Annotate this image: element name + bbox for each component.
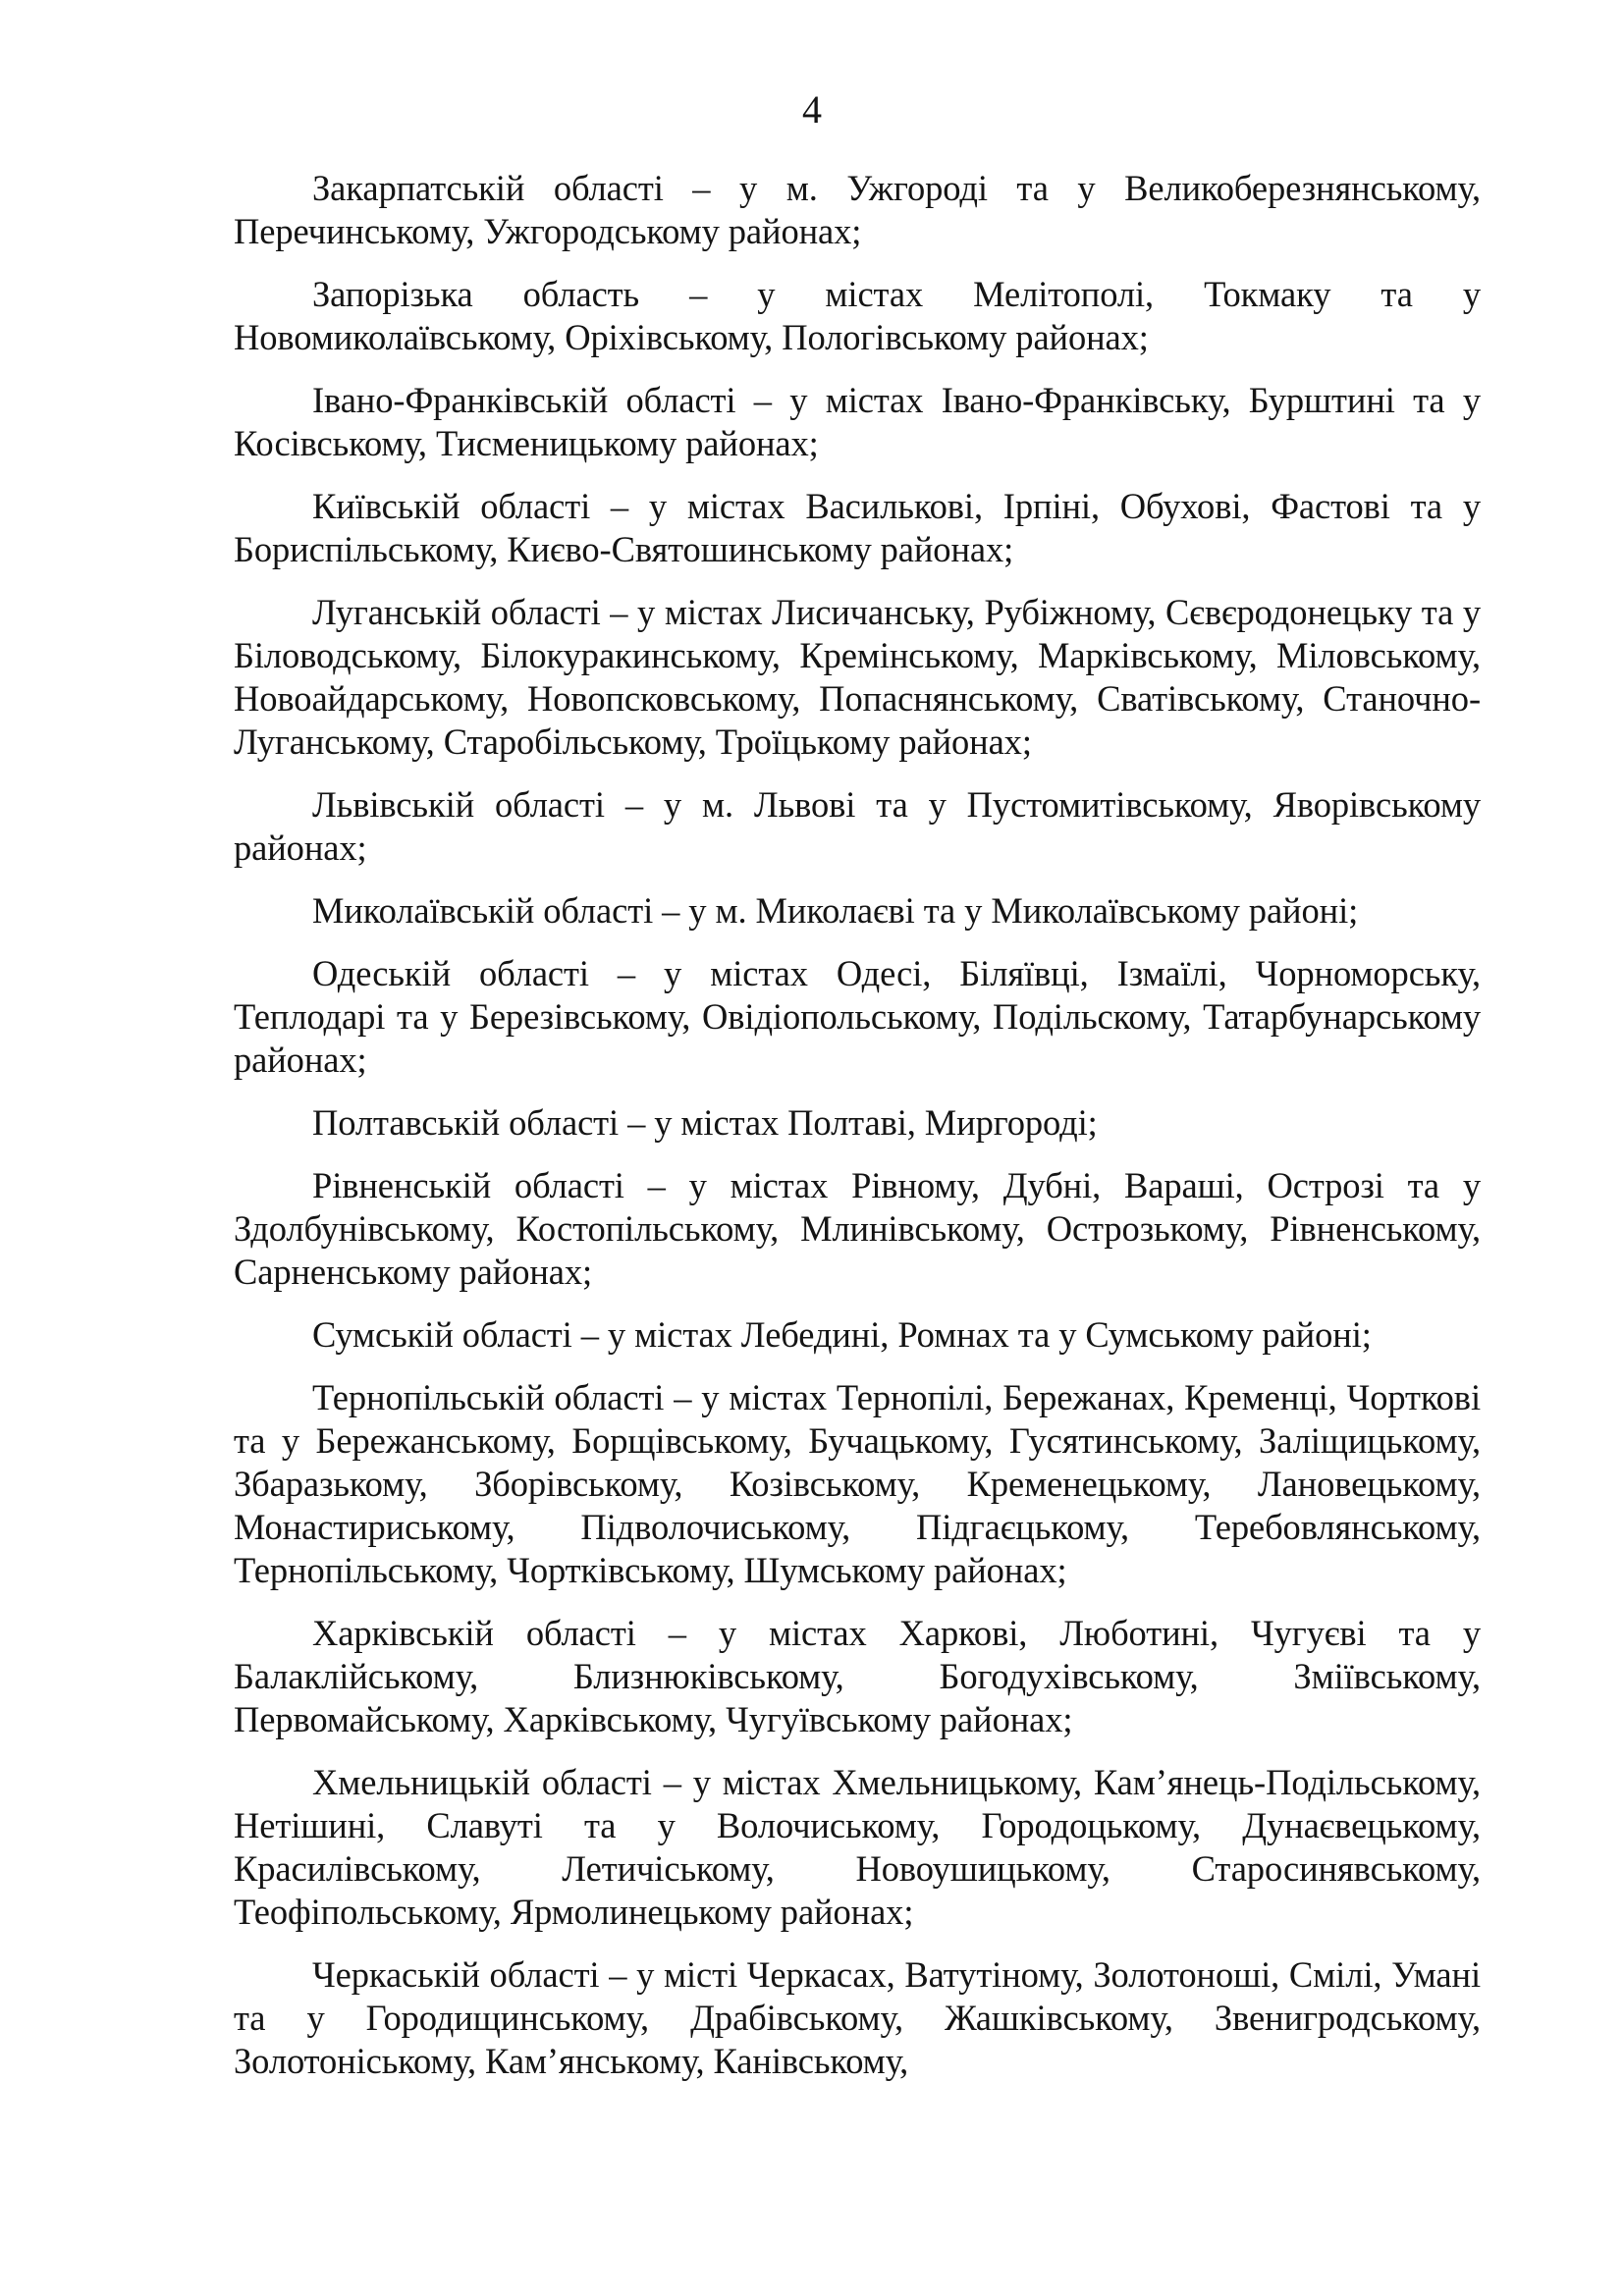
paragraph-odesa: Одеській області – у містах Одесі, Біляївці, Ізмаїлі, Чорноморську, Теплодарі та у Березівському, Овідіопольському, Подільскому, Татарбунарському районах; — [234, 953, 1481, 1080]
paragraph-luhansk: Луганській області – у містах Лисичанську, Рубіжному, Сєвєродонецьку та у Біловодському, Білокуракинському, Кремінському, Марківському, Міловському, Новоайдарському, Новопсковському, Попаснянському, Сватівському, Станочно-Луганському, Старобільському, Троїцькому районах; — [234, 592, 1481, 762]
paragraph-sumy: Сумській області – у містах Лебедині, Ромнах та у Сумському районі; — [312, 1314, 1372, 1355]
document-body — [234, 167, 1481, 2103]
paragraph-cherkasy: Черкаській області – у місті Черкасах, Ватутіному, Золотоноші, Смілі, Умані та у Городищинському, Драбівському, Жашківському, Звенигродському, Золотоніському, Кам’янському, Канівському, — [234, 1954, 1481, 2081]
paragraph-kyiv: Київській області – у містах Василькові, Ірпіні, Обухові, Фастові та у Бориспільському, Києво-Святошинському районах; — [234, 486, 1481, 569]
paragraph-lviv: Львівській області – у м. Львові та у Пустомитівському, Яворівському районах; — [234, 784, 1481, 868]
paragraph-poltava: Полтавській області – у містах Полтаві, Миргороді; — [312, 1102, 1098, 1143]
paragraph-zaporizhzhia: Запорізька область – у містах Мелітополі, Токмаку та у Новомиколаївському, Оріхівському, Пологівському районах; — [234, 274, 1481, 357]
paragraph-mykolaiv: Миколаївській області – у м. Миколаєві та у Миколаївському районі; — [312, 890, 1359, 931]
paragraph-kharkiv: Харківській області – у містах Харкові, Люботині, Чугуєві та у Балаклійському, Близнюківському, Богодухівському, Зміївському, Первомайському, Харківському, Чугуївському районах; — [234, 1613, 1481, 1739]
paragraph-ternopil: Тернопільській області – у містах Тернопілі, Бережанах, Кременці, Чорткові та у Бережанському, Борщівському, Бучацькому, Гусятинському, Заліщицькому, Збаразькому, Зборівському, Козівському, Кременецькому, Лановецькому, Монастириському, Підволочиському, Підгаєцькому, Теребовлянському, Тернопільському, Чортківському, Шумському районах; — [234, 1377, 1481, 1590]
paragraph-zakarpattia: Закарпатській області – у м. Ужгороді та у Великоберезнянському, Перечинському, Ужгородському районах; — [234, 168, 1481, 251]
page-number: 4 — [802, 87, 822, 132]
paragraph-rivne: Рівненській області – у містах Рівному, Дубні, Вараші, Острозі та у Здолбунівському, Костопільському, Млинівському, Острозькому, Рівненському, Сарненському районах; — [234, 1165, 1481, 1292]
paragraph-khmelnytskyi: Хмельницькій області – у містах Хмельницькому, Кам’янець-Подільському, Нетішині, Славуті та у Волочиському, Городоцькому, Дунаєвецькому, Красилівському, Летичіському, Новоушицькому, Старосинявському, Теофіпольському, Ярмолинецькому районах; — [234, 1762, 1481, 1932]
paragraph-ivano-frankivsk: Івано-Франківській області – у містах Івано-Франківську, Бурштині та у Косівському, Тисменицькому районах; — [234, 380, 1481, 463]
